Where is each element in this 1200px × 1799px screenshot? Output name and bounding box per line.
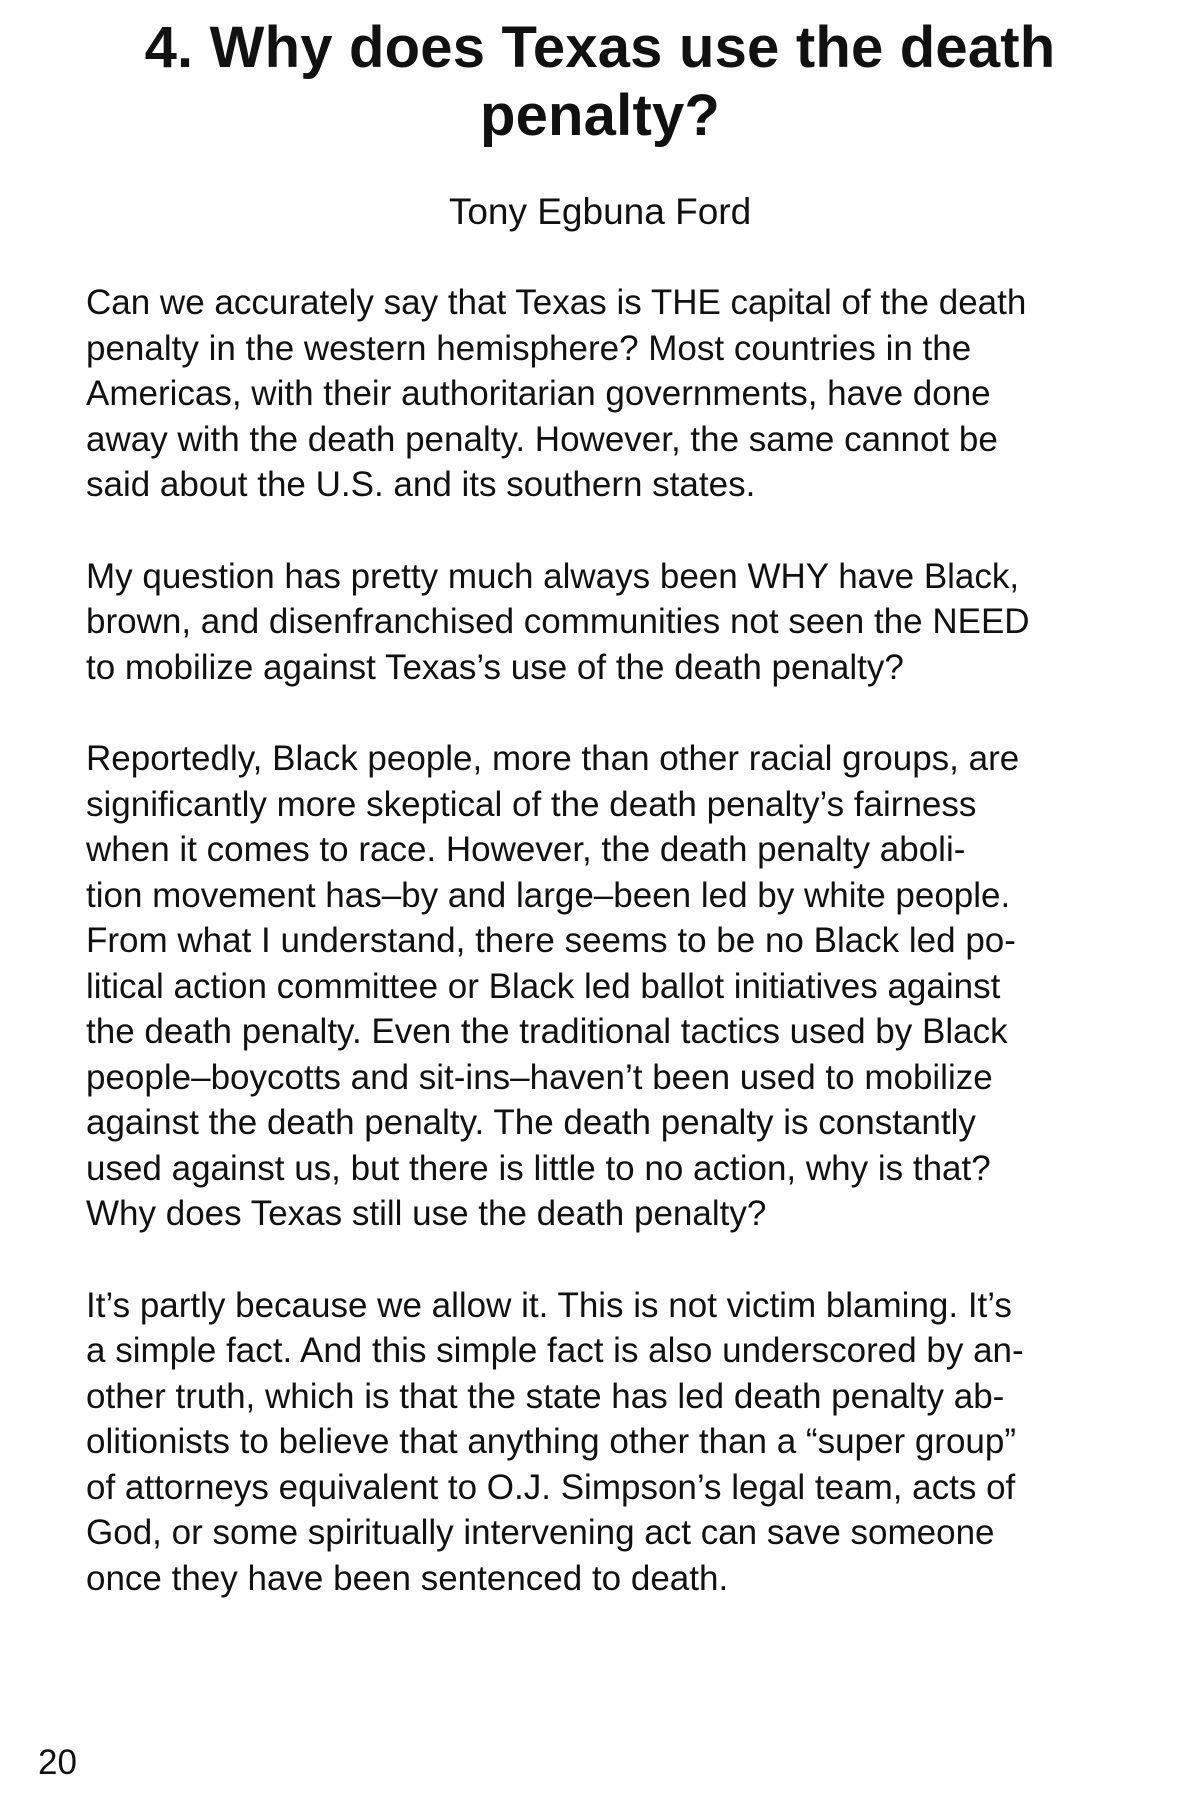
author-name: Tony Egbuna Ford: [448, 191, 752, 232]
page-title: 4. Why does Texas use the death penalty?: [144, 15, 1056, 148]
paragraph: Reportedly, Black people, more than other racial groups, are significantly more skeptical of the death penalty’s fairness when it comes to race. However, the death penalty aboli- tion movement has–by and large–been led by white people. From what I understand, there seems to be no Black led po- litical action committee or Black led ballot initiatives against the death penalty. Even the traditional tactics used by Black people–boycotts and sit-ins–haven’t been used to mobilize against the death penalty. The death penalty is constantly used against us, but there is little to no action, why is that? Why does Texas still use the death penalty?: [86, 739, 1020, 1233]
paragraph: Can we accurately say that Texas is THE capital of the death penalty in the western hemisphere? Most countries in the Americas, with their authoritarian governments, have done away with the death penalty. However, the same cannot be said about the U.S. and its southern states.: [86, 283, 1027, 504]
paragraph: It’s partly because we allow it. This is not victim blaming. It’s a simple fact. And this simple fact is also underscored by an- other truth, which is that the state has led death penalty ab- olitionists to believe that anything other than a “super group” of attorneys equivalent to O.J. Simpson’s legal team, acts of God, or some spiritually intervening act can save someone once they have been sentenced to death.: [86, 1285, 1024, 1598]
article-body: [86, 280, 1126, 1647]
page-number: 20: [38, 1743, 77, 1782]
paragraph: My question has pretty much always been WHY have Black, brown, and disenfranchised communities not seen the NEED to mobilize against Texas’s use of the death penalty?: [86, 556, 1030, 687]
